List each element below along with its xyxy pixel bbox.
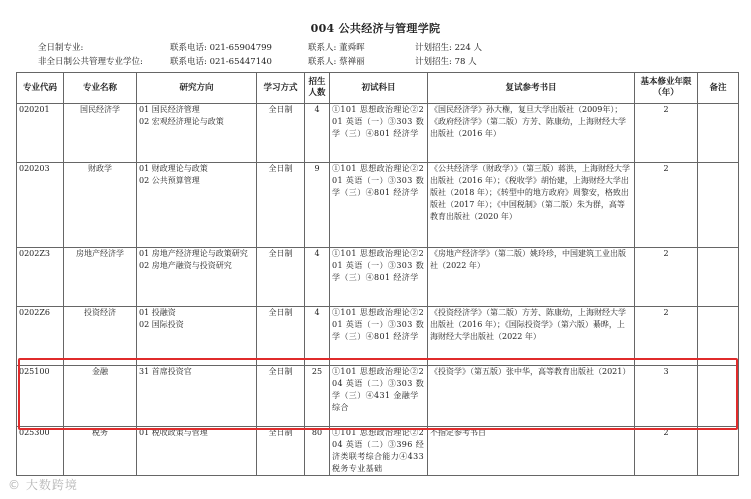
- direction-item: 02 宏观经济理论与政策: [139, 117, 224, 126]
- direction-item: 01 国民经济管理: [139, 105, 200, 114]
- cell-code: 025100: [17, 366, 64, 427]
- direction-item: 01 财政理论与政策: [139, 164, 208, 173]
- cell-note: [698, 366, 739, 427]
- info-phone-2: 联系电话: 021-65447140: [170, 57, 272, 67]
- cell-years: 2: [635, 248, 698, 307]
- cell-name: 房地产经济学: [64, 248, 137, 307]
- cell-direction: [137, 307, 257, 366]
- cell-direction: [137, 248, 257, 307]
- table-row: [17, 104, 739, 163]
- info-contact-2: 联系人: 蔡禅丽: [308, 57, 365, 67]
- direction-item: 01 房地产经济理论与政策研究: [139, 249, 248, 258]
- cell-name: 财政学: [64, 163, 137, 248]
- table-row-highlighted: [17, 366, 739, 427]
- watermark: © 大数跨境: [8, 478, 78, 492]
- cell-years: 2: [635, 104, 698, 163]
- cell-ref: 《投资学》（第五版）张中华，高等教育出版社（2021）: [428, 366, 635, 427]
- cell-direction: [137, 427, 257, 476]
- cell-name: 国民经济学: [64, 104, 137, 163]
- cell-ref: 《公共经济学（财政学）》（第三版）蒋洪，上海财经大学出版社（2016 年）；《税收学》胡怡建，上海财经大学出版社（2018 年）；《转型中的地方政府》周黎安，格致出版社（2017 年）；《中国税制》（第二版）朱为群，高等教育出版社（2020 年）: [428, 163, 635, 248]
- cell-mode: 全日制: [257, 104, 305, 163]
- direction-item: 02 国际投资: [139, 320, 184, 329]
- cell-mode: 全日制: [257, 248, 305, 307]
- cell-note: [698, 163, 739, 248]
- direction-item: 31 首席投资官: [139, 367, 192, 376]
- cell-direction: [137, 366, 257, 427]
- cell-quota: 4: [305, 248, 330, 307]
- cell-quota: 9: [305, 163, 330, 248]
- cell-note: [698, 307, 739, 366]
- cell-ref: 《投资经济学》（第二版）方芳、陈康幼，上海财经大学出版社（2016 年）；《国际投资学》（第六版）綦晔，上海财经大学出版社（2022 年）: [428, 307, 635, 366]
- cell-name: 金融: [64, 366, 137, 427]
- cell-name: 投资经济: [64, 307, 137, 366]
- info-phone-1: 联系电话: 021-65904799: [170, 43, 272, 53]
- cell-code: 025300: [17, 427, 64, 476]
- cell-direction: [137, 163, 257, 248]
- cell-exam: ①101 思想政治理论②201 英语（一）③303 数学（三）④801 经济学: [330, 104, 428, 163]
- cell-note: [698, 104, 739, 163]
- info-label-2: 非全日制公共管理专业学位:: [38, 57, 143, 67]
- direction-item: 02 房地产融资与投资研究: [139, 261, 232, 270]
- cell-years: 2: [635, 163, 698, 248]
- cell-quota: 4: [305, 307, 330, 366]
- cell-code: 020203: [17, 163, 64, 248]
- cell-quota: 80: [305, 427, 330, 476]
- cell-exam: ①101 思想政治理论②204 英语（二）③303 数学（三）④431 金融学综合: [330, 366, 428, 427]
- header-ref: 复试参考书目: [428, 73, 635, 104]
- cell-exam: ①101 思想政治理论②201 英语（一）③303 数学（三）④801 经济学: [330, 163, 428, 248]
- cell-ref: 《国民经济学》孙大権，复旦大学出版社（2009年）；《政府经济学》（第二版）方芳、陈康幼，上海财经大学出版社（2016 年）: [428, 104, 635, 163]
- info-plan-1: 计划招生: 224 人: [415, 43, 482, 53]
- cell-exam: ①101 思想政治理论②201 英语（一）③303 数学（三）④801 经济学: [330, 307, 428, 366]
- header-exam: 初试科目: [330, 73, 428, 104]
- cell-quota: 25: [305, 366, 330, 427]
- info-label-1: 全日制专业:: [38, 43, 84, 53]
- admissions-table: [16, 72, 739, 476]
- header-mode: 学习方式: [257, 73, 305, 104]
- direction-item: 01 税收政策与管理: [139, 428, 208, 437]
- cell-years: 2: [635, 427, 698, 476]
- cell-mode: 全日制: [257, 307, 305, 366]
- cell-ref: 《房地产经济学》（第二版）姚玲珍，中国建筑工业出版社（2022 年）: [428, 248, 635, 307]
- cell-mode: 全日制: [257, 427, 305, 476]
- direction-item: 01 投融资: [139, 308, 176, 317]
- info-contact-1: 联系人: 董舜晖: [308, 43, 365, 53]
- cell-name: 税务: [64, 427, 137, 476]
- header-note: 备注: [698, 73, 739, 104]
- cell-mode: 全日制: [257, 163, 305, 248]
- cell-code: 0202Z3: [17, 248, 64, 307]
- table-row: [17, 307, 739, 366]
- header-name: 专业名称: [64, 73, 137, 104]
- cell-years: 2: [635, 307, 698, 366]
- table-header-row: [17, 73, 739, 104]
- cell-exam: ①101 思想政治理论②204 英语（二）③396 经济类联考综合能力④433 税务专业基础: [330, 427, 428, 476]
- direction-item: 02 公共预算管理: [139, 176, 200, 185]
- cell-note: [698, 427, 739, 476]
- cell-quota: 4: [305, 104, 330, 163]
- table-row: [17, 248, 739, 307]
- table-row: [17, 427, 739, 476]
- cell-exam: ①101 思想政治理论②201 英语（一）③303 数学（三）④801 经济学: [330, 248, 428, 307]
- cell-code: 020201: [17, 104, 64, 163]
- header-quota: 招生人数: [305, 73, 330, 104]
- cell-note: [698, 248, 739, 307]
- cell-years: 3: [635, 366, 698, 427]
- header-years: 基本修业年限（年）: [635, 73, 698, 104]
- cell-ref: 不指定参考书目: [428, 427, 635, 476]
- cell-direction: [137, 104, 257, 163]
- cell-mode: 全日制: [257, 366, 305, 427]
- page-title: 004 公共经济与管理学院: [310, 22, 441, 35]
- table-row: [17, 163, 739, 248]
- cell-code: 0202Z6: [17, 307, 64, 366]
- header-code: 专业代码: [17, 73, 64, 104]
- header-direction: 研究方向: [137, 73, 257, 104]
- info-plan-2: 计划招生: 78 人: [415, 57, 477, 67]
